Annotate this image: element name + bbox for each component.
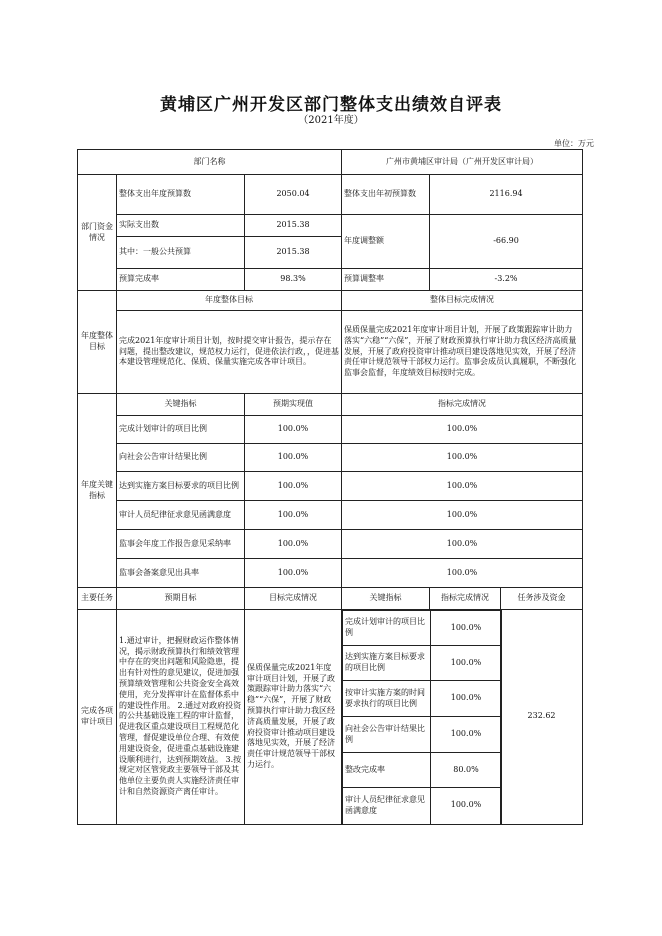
- task-indicator-value: 100.0%: [431, 788, 502, 824]
- indicator-actual: 100.0%: [342, 559, 583, 588]
- actual-expense-value: 2015.38: [245, 215, 342, 237]
- indicator-name: 监事会备案意见出具率: [117, 559, 245, 588]
- task-indicator-value: 80.0%: [431, 753, 502, 788]
- table-row: [343, 681, 502, 717]
- indicator-name: 达到实施方案目标要求的项目比例: [117, 472, 245, 501]
- indicator-expected: 100.0%: [245, 472, 342, 501]
- annual-goal-header: 年度整体目标: [117, 291, 342, 311]
- task-funds-value: 232.62: [501, 610, 583, 825]
- indicator-actual: 100.0%: [342, 501, 583, 530]
- table-row: [78, 444, 583, 472]
- indicator-expected: 100.0%: [245, 559, 342, 588]
- table-row: [78, 472, 583, 501]
- indicator-expected: 100.0%: [245, 530, 342, 559]
- task-indicator-name: 向社会公告审计结果比例: [343, 717, 431, 753]
- expected-goal-text: 1.通过审计，把握财政运作整体情况，揭示财政预算执行和绩效管理中存在的突出问题和风险隐患，提出有针对性的意见建议，促进加强预算绩效管理和公共资金安全高效使用，充分发挥审计在监督体系中的建设性作用。 2.通过对政府投资的公共基础设施工程的审计监督，促进我区重点建设项目工程规范化管理，督促建设单位合理、有效使用建设资金，促进重点基础设施建设顺利进行，达到预期效益。 3.按规定对区管党政主要领导干部及其他单位主要负责人实施经济责任审计和自然资源资产离任审计。: [117, 610, 245, 825]
- indicator-expected: 100.0%: [245, 444, 342, 472]
- goal-completion-header: 整体目标完成情况: [342, 291, 583, 311]
- indicator-name: 向社会公告审计结果比例: [117, 444, 245, 472]
- table-row: [343, 717, 502, 753]
- table-row: [343, 646, 502, 681]
- dept-name-value: 广州市黄埔区审计局（广州开发区审计局）: [342, 150, 583, 175]
- annual-goal-section-label: 年度整体目标: [78, 291, 117, 394]
- task-indicator-status-header: 指标完成情况: [430, 588, 501, 610]
- task-indicators-cell: [342, 610, 501, 825]
- task-indicator-value: 100.0%: [431, 611, 502, 646]
- task-indicator-value: 100.0%: [431, 717, 502, 753]
- indicator-name: 完成计划审计的项目比例: [117, 416, 245, 444]
- table-row: [343, 788, 502, 824]
- adjust-amount-value: -66.90: [430, 215, 583, 269]
- annual-budget-label: 整体支出年度预算数: [117, 175, 245, 215]
- goal-completion-text: 保质保量完成2021年度审计项目计划，开展了政策跟踪审计助力落实“六稳”“六保”，开展了财政预算执行审计助力我区经济高质量发展，开展了政府投资审计推动项目建设落地见实效，开展了经济责任审计规范领导干部权力运行。监事会成员认真履职，不断强化监事会监督，年度绩效目标按时完成。: [342, 311, 583, 394]
- evaluation-table: [77, 149, 583, 825]
- indicator-name: 监事会年度工作报告意见采纳率: [117, 530, 245, 559]
- table-row: [78, 501, 583, 530]
- indicator-actual: 100.0%: [342, 472, 583, 501]
- tasks-header-label: 主要任务: [78, 588, 117, 610]
- budget-completion-label: 预算完成率: [117, 269, 245, 291]
- task-indicator-name: 按审计实施方案的时间要求执行的项目比例: [343, 681, 431, 717]
- funds-section-label: 部门资金情况: [78, 175, 117, 291]
- indicator-expected: 100.0%: [245, 501, 342, 530]
- task-indicator-value: 100.0%: [431, 646, 502, 681]
- indicator-status-header: 指标完成情况: [342, 394, 583, 416]
- table-row: [343, 611, 502, 646]
- indicator-actual: 100.0%: [342, 530, 583, 559]
- goal-status-text: 保质保量完成2021年度审计项目计划，开展了政策跟踪审计助力落实“六稳”“六保”，开展了财政预算执行审计助力我区经济高质量发展，开展了政府投资审计推动项目建设落地见实效，开展了经济责任审计规范领导干部权力运行。: [245, 610, 342, 825]
- task-indicator-name: 完成计划审计的项目比例: [343, 611, 431, 646]
- goal-status-header: 目标完成情况: [245, 588, 342, 610]
- table-row: [343, 753, 502, 788]
- annual-goal-text: 完成2021年度审计项目计划，按时提交审计报告，提示存在问题，提出整改建议，规范权力运行，促进依法行政，，促进基本建设管理规范化、保质、保量实施完成各审计项目。: [117, 311, 342, 394]
- page-subtitle: （2021年度）: [298, 115, 364, 126]
- actual-expense-label: 实际支出数: [117, 215, 245, 237]
- indicator-actual: 100.0%: [342, 444, 583, 472]
- key-indicator-header: 关键指标: [117, 394, 245, 416]
- task-indicator-name: 整改完成率: [343, 753, 431, 788]
- general-budget-value: 2015.38: [245, 237, 342, 269]
- key-indicators-section-label: 年度关键指标: [78, 394, 117, 588]
- task-indicators-table: [342, 610, 502, 824]
- task-funds-header: 任务涉及资金: [501, 588, 583, 610]
- indicator-expected: 100.0%: [245, 416, 342, 444]
- budget-completion-value: 98.3%: [245, 269, 342, 291]
- page-title: 黄埔区广州开发区部门整体支出绩效自评表: [160, 95, 502, 115]
- task-indicator-value: 100.0%: [431, 681, 502, 717]
- tasks-section-label: 完成各项审计项目: [78, 610, 117, 825]
- indicator-actual: 100.0%: [342, 416, 583, 444]
- unit-label: 单位：万元: [554, 139, 594, 148]
- task-indicator-name: 审计人员纪律征求意见函满意度: [343, 788, 431, 824]
- table-row: [78, 530, 583, 559]
- table-row: [78, 559, 583, 588]
- task-indicator-header: 关键指标: [342, 588, 430, 610]
- general-budget-label: 其中：一般公共预算: [117, 237, 245, 269]
- budget-adjust-rate-label: 预算调整率: [342, 269, 430, 291]
- adjust-amount-label: 年度调整额: [342, 215, 430, 269]
- initial-budget-value: 2116.94: [430, 175, 583, 215]
- table-row: [78, 416, 583, 444]
- expected-goal-header: 预期目标: [117, 588, 245, 610]
- dept-name-label: 部门名称: [78, 150, 342, 175]
- indicator-name: 审计人员纪律征求意见函满意度: [117, 501, 245, 530]
- expected-value-header: 预期实现值: [245, 394, 342, 416]
- budget-adjust-rate-value: -3.2%: [430, 269, 583, 291]
- initial-budget-label: 整体支出年初预算数: [342, 175, 430, 215]
- annual-budget-value: 2050.04: [245, 175, 342, 215]
- task-indicator-name: 达到实施方案目标要求的项目比例: [343, 646, 431, 681]
